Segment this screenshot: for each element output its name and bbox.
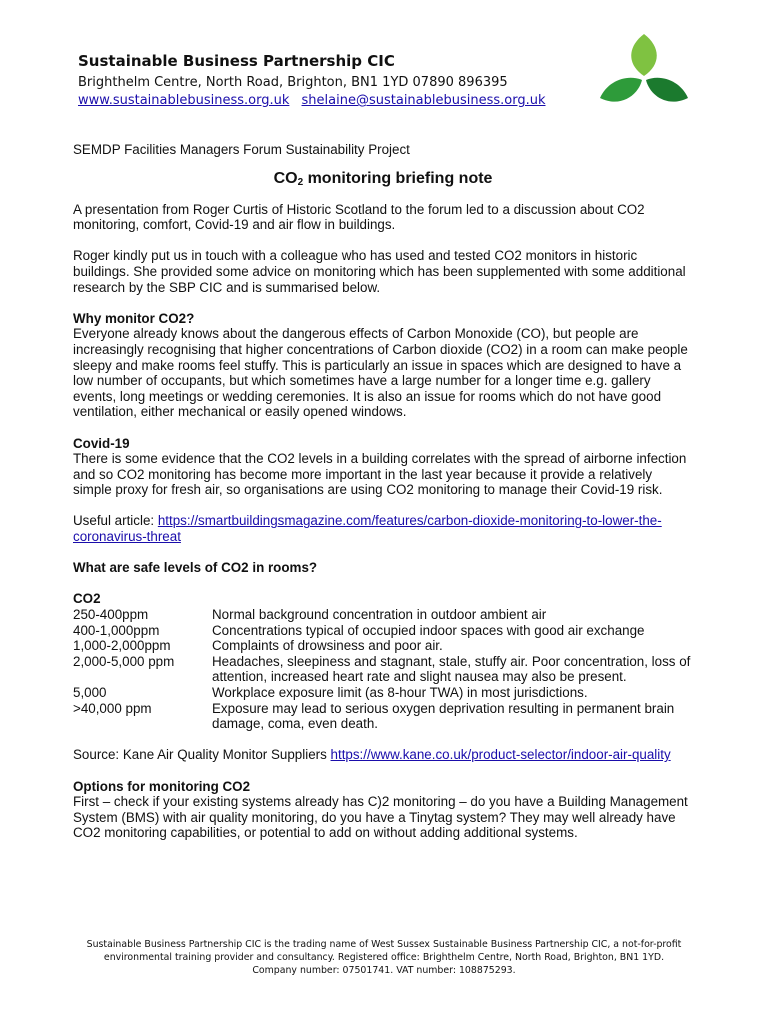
level-range: 250-400ppm xyxy=(73,607,149,623)
co2-table-heading: CO2 xyxy=(73,591,101,607)
covid-paragraph: There is some evidence that the CO2 levels in a building correlates with the spread of airborne infection and so CO2 monitoring has become more important in the last year because it provide a relatively simple proxy for fresh air, so organisations are using CO2 monitoring to manage their Covid-19 risk. xyxy=(73,451,687,498)
table-row xyxy=(73,701,693,732)
useful-article-link[interactable]: https://smartbuildingsmagazine.com/features/carbon-dioxide-monitoring-to-lower-the-coronavirus-threat xyxy=(73,513,662,545)
sbp-logo-icon xyxy=(598,30,690,112)
useful-article xyxy=(73,513,693,544)
co2-levels-table xyxy=(73,607,693,732)
level-description: Normal background concentration in outdoor ambient air xyxy=(212,607,547,623)
level-description: Complaints of drowsiness and poor air. xyxy=(212,638,443,654)
org-address: Brighthelm Centre, North Road, Brighton, BN1 1YD 07890 896395 xyxy=(78,75,508,90)
page-title xyxy=(73,169,693,191)
source-line xyxy=(73,747,693,763)
logo-leaf-left xyxy=(600,78,642,102)
briefing-body xyxy=(73,142,693,841)
footer-line-3: Company number: 07501741. VAT number: 108875293. xyxy=(252,965,516,976)
level-range: 400-1,000ppm xyxy=(73,622,160,638)
table-row xyxy=(73,607,693,623)
source-label: Source: Kane Air Quality Monitor Suppliers xyxy=(73,747,331,763)
level-range: 5,000 xyxy=(73,685,107,700)
level-description: Headaches, sleepiness and stagnant, stale, stuffy air. Poor concentration, loss of attention, increased heart rate and slight nausea may also be present. xyxy=(212,653,691,685)
org-name: Sustainable Business Partnership CIC xyxy=(78,52,395,70)
table-row xyxy=(73,638,693,654)
org-links xyxy=(78,92,554,109)
title-subscript: 2 xyxy=(297,176,304,188)
table-row xyxy=(73,623,693,639)
why-paragraph: Everyone already knows about the dangerous effects of Carbon Monoxide (CO), but people are increasingly recognising that higher concentrations of Carbon dioxide (CO2) in a room can make people sleepy and make rooms feel stuffy. This is particularly an issue in spaces which are designed to have a low number of occupants, but which sometimes have a large number for a longer time e.g. gallery events, long meetings or wedding ceremonies. It is also an issue for rooms which do not have good ventilation, either mechanical or easily opened windows. xyxy=(73,326,688,420)
safe-levels-heading: What are safe levels of CO2 in rooms? xyxy=(73,560,318,576)
source-link[interactable]: https://www.kane.co.uk/product-selector/indoor-air-quality xyxy=(330,747,671,763)
email-link[interactable]: shelaine@sustainablebusiness.org.uk xyxy=(301,93,546,108)
covid-heading: Covid-19 xyxy=(73,435,130,451)
level-description: Concentrations typical of occupied indoor spaces with good air exchange xyxy=(212,622,645,638)
options-paragraph: First – check if your existing systems already has C)2 monitoring – do you have a Building Management System (BMS) with air quality monitoring, do you have a Tinytag system? They may well already have CO2 monitoring capabilities, or potential to add on without adding additional systems. xyxy=(73,794,688,841)
title-prefix: CO xyxy=(273,169,298,187)
project-line: SEMDP Facilities Managers Forum Sustainability Project xyxy=(73,142,410,157)
footer-line-2: environmental training provider and consultancy. Registered office: Brighthelm Centre, North Road, Brighton, BN1 1YD. xyxy=(103,952,665,963)
table-row xyxy=(73,685,693,701)
options-heading: Options for monitoring CO2 xyxy=(73,778,251,794)
level-description: Exposure may lead to serious oxygen deprivation resulting in permanent brain damage, coma, even death. xyxy=(212,700,675,732)
letterhead xyxy=(78,52,554,109)
level-range: 1,000-2,000ppm xyxy=(73,638,171,654)
why-heading: Why monitor CO2? xyxy=(73,310,195,326)
intro-paragraph-1: A presentation from Roger Curtis of Historic Scotland to the forum led to a discussion about CO2 monitoring, comfort, Covid-19 and air flow in buildings. xyxy=(73,201,645,233)
logo-leaf-top xyxy=(631,34,657,76)
useful-label: Useful article: xyxy=(73,513,158,529)
intro-paragraph-2: Roger kindly put us in touch with a colleague who has used and tested CO2 monitors in historic buildings. She provided some advice on monitoring which has been supplemented with some additional research by the SBP CIC and is summarised below. xyxy=(73,248,686,295)
website-link[interactable]: www.sustainablebusiness.org.uk xyxy=(78,93,290,108)
level-range: >40,000 ppm xyxy=(73,700,152,716)
logo-leaf-right xyxy=(646,78,688,102)
footer-line-1: Sustainable Business Partnership CIC is the trading name of West Sussex Sustainable Business Partnership CIC, a not-for-profit xyxy=(86,939,682,950)
page-footer xyxy=(0,938,768,977)
level-range: 2,000-5,000 ppm xyxy=(73,653,175,669)
level-description: Workplace exposure limit (as 8-hour TWA) in most jurisdictions. xyxy=(212,685,588,700)
table-row xyxy=(73,654,693,685)
title-suffix: monitoring briefing note xyxy=(303,169,493,187)
